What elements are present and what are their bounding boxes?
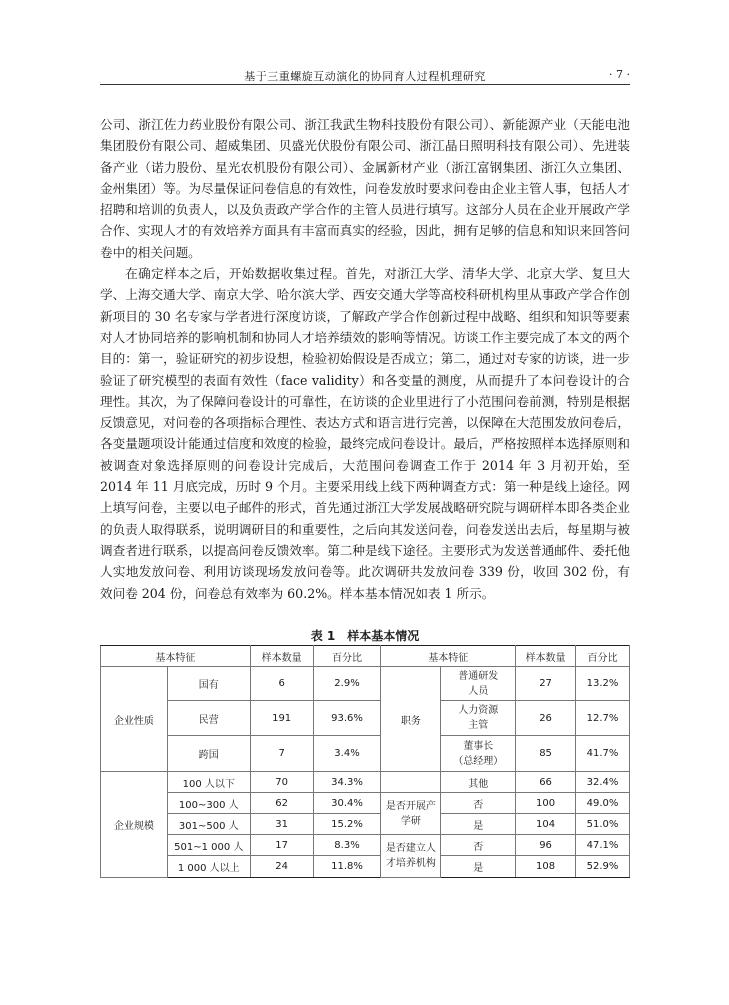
header-pct-left: 百分比 <box>313 646 381 667</box>
cell-pct: 12.7% <box>576 701 630 736</box>
cell-label: 501~1 000 人 <box>167 835 250 856</box>
table-row <box>101 701 630 736</box>
group-research <box>381 793 441 835</box>
cell-label: 100~300 人 <box>167 793 250 814</box>
table-header-row <box>101 646 630 667</box>
label-line: （总经理） <box>453 755 504 767</box>
cell-count: 62 <box>250 793 313 814</box>
cell-count: 85 <box>516 736 576 772</box>
header-count-right: 样本数量 <box>516 646 576 667</box>
cell-pct: 11.8% <box>313 856 381 878</box>
table-row <box>101 736 630 772</box>
header-pct-right: 百分比 <box>576 646 630 667</box>
cell-pct: 93.6% <box>313 701 381 736</box>
label-line: 普通研发 <box>458 670 499 682</box>
table-row <box>101 772 630 793</box>
group-enterprise-nature: 企业性质 <box>101 667 168 772</box>
cell-count: 66 <box>516 772 576 793</box>
table-row <box>101 667 630 701</box>
group-line: 学研 <box>400 815 421 827</box>
cell-label: 是 <box>441 856 516 878</box>
cell-count: 7 <box>250 736 313 772</box>
cell-count: 6 <box>250 667 313 701</box>
cell-label: 否 <box>441 835 516 856</box>
cell-count: 191 <box>250 701 313 736</box>
cell-label: 跨国 <box>167 736 250 772</box>
cell-pct: 47.1% <box>576 835 630 856</box>
cell-label <box>441 736 516 772</box>
cell-pct: 32.4% <box>576 772 630 793</box>
group-position: 职务 <box>381 667 441 772</box>
group-talent-org <box>381 835 441 878</box>
sample-table <box>100 645 630 878</box>
cell-label: 否 <box>441 793 516 814</box>
cell-pct: 3.4% <box>313 736 381 772</box>
cell-blank <box>381 772 441 793</box>
group-line: 是否开展产 <box>385 800 436 812</box>
cell-label <box>441 701 516 736</box>
cell-label: 100 人以下 <box>167 772 250 793</box>
cell-pct: 34.3% <box>313 772 381 793</box>
cell-count: 70 <box>250 772 313 793</box>
group-line: 是否建立人 <box>385 843 436 854</box>
running-header <box>100 66 630 85</box>
cell-pct: 13.2% <box>576 667 630 701</box>
cell-count: 26 <box>516 701 576 736</box>
label-line: 董事长 <box>463 740 494 752</box>
cell-label: 301~500 人 <box>167 814 250 835</box>
paragraph-2: 在确定样本之后，开始数据收集过程。首先，对浙江大学、清华大学、北京大学、复旦大学、上海交通大学、南京大学、哈尔滨大学、西安交通大学等高校科研机构里从事政产学合作创新项目的 30 名专家与学者进行深度访谈，了解政产学合作创新过程中战略、组织和知识等要素对人才协同培养的影响机制和协同人才培养绩效的影响等情况。访谈工作主要完成了本文的两个目的：第一，验证研究的初步设想，检验初始假设是否成立；第二，通过对专家的访谈，进一步验证了研究模型的表面有效性（face validity）和各变量的测度，从而提升了本问卷设计的合理性。其次，为了保障问卷设计的可靠性，在访谈的企业里进行了小范围问卷前测，特别是根据反馈意见，对问卷的各项指标合理性、表达方式和语言进行完善，以保障在大范围发放问卷后，各变量题项设计能通过信度和效度的检验，最终完成问卷设计。最后，严格按照样本选择原则和被调查对象选择原则的问卷设计完成后，大范围问卷调查工作于 2014 年 3 月初开始，至 2014 年 11 月底完成，历时 9 个月。主要采用线上线下两种调查方式：第一种是线上途径。网上填写问卷，主要以电子邮件的形式，首先通过浙江大学发展战略研究院与调研样本即各类企业的负责人取得联系，说明调研目的和重要性，之后向其发送问卷，问卷发送出去后，每星期与被调查者进行联系，以提高问卷反馈效率。第二种是线下途径。主要形式为发送普通邮件、委托他人实地发放问卷、利用访谈现场发放问卷等。此次调研共发放问卷 339 份，收回 302 份，有效问卷 204 份，问卷总有效率为 60.2%。样本基本情况如表 1 所示。 <box>100 266 630 601</box>
table-row <box>101 793 630 814</box>
group-line: 才培养机构 <box>385 858 436 869</box>
label-line: 人力资源 <box>458 705 499 716</box>
cell-label <box>441 667 516 701</box>
cell-label: 国有 <box>167 667 250 701</box>
cell-count: 100 <box>516 793 576 814</box>
cell-count: 17 <box>250 835 313 856</box>
table-row <box>101 856 630 878</box>
cell-pct: 15.2% <box>313 814 381 835</box>
group-enterprise-scale: 企业规模 <box>101 772 168 878</box>
paragraph-1: 公司、浙江佐力药业股份有限公司、浙江我武生物科技股份有限公司）、新能源产业（天能电池集团股份有限公司、超威集团、贝盛光伏股份有限公司、浙江晶日照明科技有限公司）、先进装备产业（诺力股份、星光农机股份有限公司）、金属新材产业（浙江富钢集团、浙江久立集团、金州集团）等。为尽量保证问卷信息的有效性，问卷发放时要求问卷由企业主管人事，包括人才招聘和培训的负责人，以及负责政产学合作的主管人员进行填写。这部分人员在企业开展政产学合作、实现人才的有效培养方面具有丰富而真实的经验，因此，拥有足够的信息和知识来回答问卷中的相关问题。 <box>100 117 630 260</box>
cell-pct: 51.0% <box>576 814 630 835</box>
cell-pct: 2.9% <box>313 667 381 701</box>
running-title: 基于三重螺旋互动演化的协同育人过程机理研究 <box>244 70 486 83</box>
cell-count: 31 <box>250 814 313 835</box>
table-row <box>101 835 630 856</box>
table-row <box>101 814 630 835</box>
header-count-left: 样本数量 <box>250 646 313 667</box>
page-number: · 7 · <box>609 68 630 81</box>
cell-count: 27 <box>516 667 576 701</box>
label-line: 主管 <box>468 720 489 731</box>
cell-pct: 8.3% <box>313 835 381 856</box>
cell-count: 96 <box>516 835 576 856</box>
cell-label: 民营 <box>167 701 250 736</box>
cell-count: 108 <box>516 856 576 878</box>
cell-label: 是 <box>441 814 516 835</box>
cell-pct: 52.9% <box>576 856 630 878</box>
cell-count: 104 <box>516 814 576 835</box>
cell-pct: 30.4% <box>313 793 381 814</box>
cell-pct: 41.7% <box>576 736 630 772</box>
cell-label: 1 000 人以上 <box>167 856 250 878</box>
cell-count: 24 <box>250 856 313 878</box>
header-feature-right: 基本特征 <box>381 646 516 667</box>
table-caption: 表 1 样本基本情况 <box>310 629 420 643</box>
cell-label: 其他 <box>441 772 516 793</box>
header-feature-left: 基本特征 <box>101 646 251 667</box>
cell-pct: 49.0% <box>576 793 630 814</box>
label-line: 人员 <box>468 685 489 697</box>
body-text <box>100 114 630 604</box>
